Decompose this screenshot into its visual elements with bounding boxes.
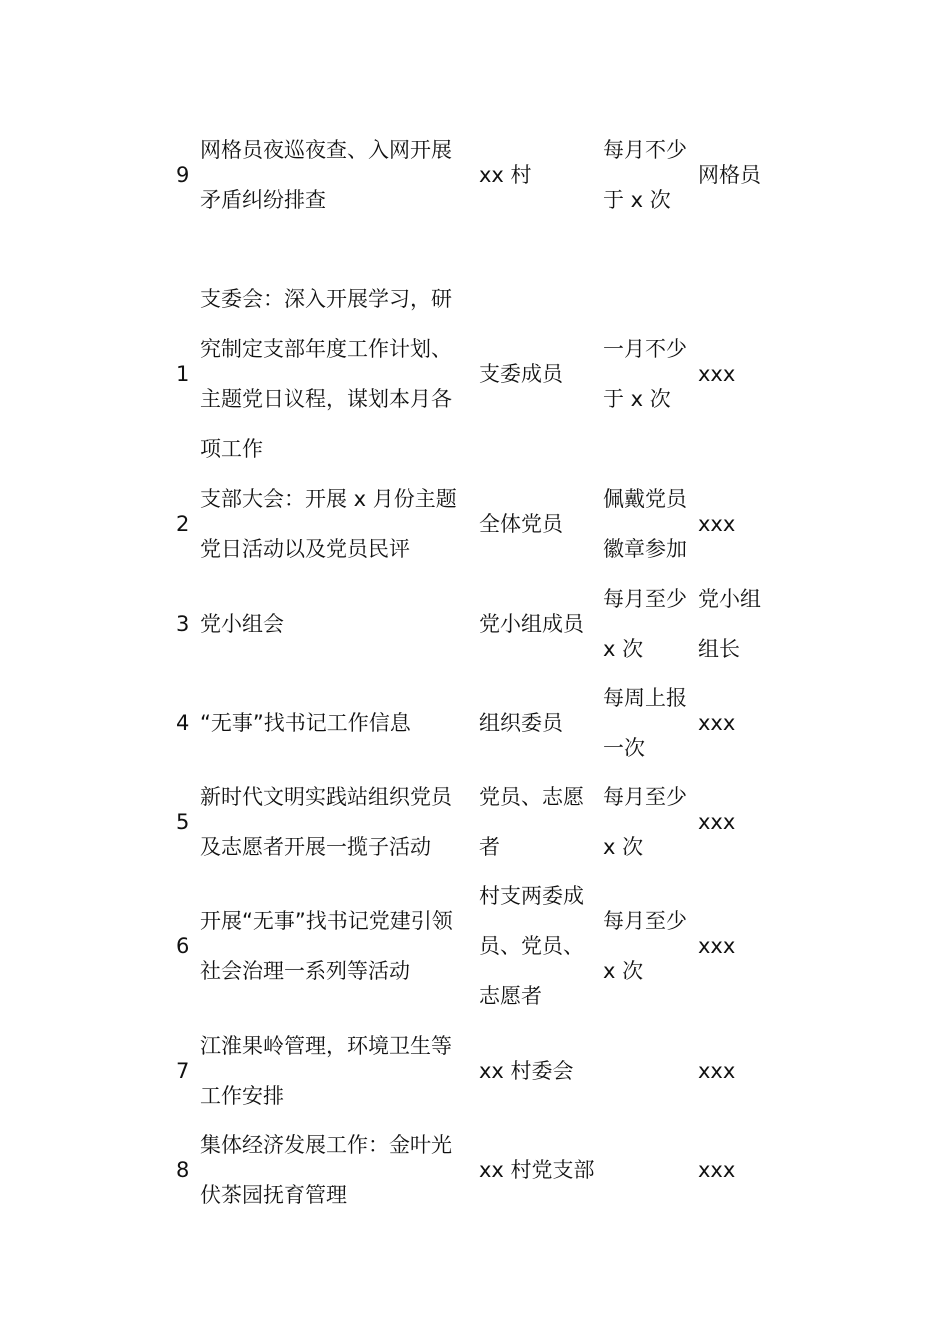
- table-row: [0, 772, 950, 872]
- frequency-text: x 次: [603, 835, 644, 859]
- participant-text: 志愿者: [479, 984, 542, 1008]
- frequency-text: 于 x 次: [603, 188, 671, 212]
- frequency-text: x 次: [603, 637, 644, 661]
- responsible-cell: [698, 871, 788, 1021]
- participant-cell: [479, 1120, 601, 1220]
- task-cell: [200, 274, 475, 474]
- table-row: [0, 1120, 950, 1220]
- responsible-cell: [698, 772, 788, 872]
- frequency-cell: [603, 673, 697, 773]
- row-number: 3: [176, 612, 190, 636]
- participant-cell: [479, 574, 601, 674]
- responsible-text: xxx: [698, 711, 736, 735]
- row-number: 1: [176, 362, 190, 386]
- table-row: [0, 673, 950, 773]
- frequency-cell: [603, 1021, 697, 1121]
- task-cell: [200, 125, 475, 225]
- task-cell: [200, 474, 475, 574]
- frequency-text: 一月不少: [603, 337, 687, 361]
- row-number: 5: [176, 810, 190, 834]
- responsible-text: xxx: [698, 1158, 736, 1182]
- row-number-cell: [176, 574, 198, 674]
- frequency-text: 佩戴党员: [603, 487, 687, 511]
- table-row: [0, 125, 950, 225]
- participant-cell: [479, 125, 601, 225]
- task-cell: [200, 673, 475, 773]
- frequency-cell: [603, 871, 697, 1021]
- frequency-text: 每月至少: [603, 785, 687, 809]
- participant-cell: [479, 474, 601, 574]
- frequency-text: 每周上报: [603, 686, 687, 710]
- row-number-cell: [176, 274, 198, 474]
- task-text: 工作安排: [200, 1084, 284, 1108]
- task-text: 社会治理一系列等活动: [200, 959, 410, 983]
- table-row: [0, 274, 950, 474]
- frequency-cell: [603, 772, 697, 872]
- frequency-text: 徽章参加: [603, 537, 687, 561]
- task-cell: [200, 871, 475, 1021]
- row-number: 7: [176, 1059, 190, 1083]
- responsible-text: xxx: [698, 362, 736, 386]
- responsible-cell: [698, 1021, 788, 1121]
- responsible-text: 党小组: [698, 587, 761, 611]
- table-row: [0, 871, 950, 1021]
- task-text: 支部大会：开展 x 月份主题: [200, 487, 457, 511]
- frequency-cell: [603, 474, 697, 574]
- responsible-text: xxx: [698, 810, 736, 834]
- responsible-cell: [698, 673, 788, 773]
- responsible-cell: [698, 125, 788, 225]
- row-number-cell: [176, 125, 198, 225]
- table-row: [0, 474, 950, 574]
- frequency-text: 于 x 次: [603, 387, 671, 411]
- responsible-cell: [698, 1120, 788, 1220]
- frequency-text: 每月不少: [603, 138, 687, 162]
- participant-text: 党小组成员: [479, 612, 584, 636]
- participant-cell: [479, 274, 601, 474]
- row-number: 6: [176, 934, 190, 958]
- responsible-text: xxx: [698, 512, 736, 536]
- frequency-text: x 次: [603, 959, 644, 983]
- row-number: 4: [176, 711, 190, 735]
- row-number: 2: [176, 512, 190, 536]
- row-number-cell: [176, 871, 198, 1021]
- participant-text: xx 村党支部: [479, 1158, 595, 1182]
- participant-text: xx 村委会: [479, 1059, 574, 1083]
- task-text: 党日活动以及党员民评: [200, 537, 410, 561]
- task-cell: [200, 772, 475, 872]
- task-text: 主题党日议程，谋划本月各: [200, 387, 452, 411]
- task-cell: [200, 1021, 475, 1121]
- task-text: 新时代文明实践站组织党员: [200, 785, 452, 809]
- responsible-text: xxx: [698, 1059, 736, 1083]
- frequency-cell: [603, 574, 697, 674]
- participant-text: 党员、志愿: [479, 785, 584, 809]
- task-text: 究制定支部年度工作计划、: [200, 337, 452, 361]
- frequency-text: 每月至少: [603, 909, 687, 933]
- row-number-cell: [176, 474, 198, 574]
- row-number: 8: [176, 1158, 190, 1182]
- responsible-text: 网格员: [698, 163, 761, 187]
- task-text: “无事”找书记工作信息: [200, 711, 411, 735]
- participant-text: 者: [479, 835, 500, 859]
- participant-text: 村支两委成: [479, 884, 584, 908]
- task-text: 矛盾纠纷排查: [200, 188, 326, 212]
- task-text: 网格员夜巡夜查、入网开展: [200, 138, 452, 162]
- responsible-text: 组长: [698, 637, 740, 661]
- responsible-cell: [698, 474, 788, 574]
- task-text: 江淮果岭管理，环境卫生等: [200, 1034, 452, 1058]
- frequency-text: 一次: [603, 736, 645, 760]
- participant-text: 员、党员、: [479, 934, 584, 958]
- participant-text: 支委成员: [479, 362, 563, 386]
- frequency-text: 每月至少: [603, 587, 687, 611]
- table-row: [0, 574, 950, 674]
- participant-cell: [479, 772, 601, 872]
- responsible-text: xxx: [698, 934, 736, 958]
- task-text: 伏茶园抚育管理: [200, 1183, 347, 1207]
- participant-text: xx 村: [479, 163, 532, 187]
- task-text: 集体经济发展工作：金叶光: [200, 1133, 452, 1157]
- row-number-cell: [176, 772, 198, 872]
- row-number-cell: [176, 673, 198, 773]
- task-cell: [200, 574, 475, 674]
- participant-text: 全体党员: [479, 512, 563, 536]
- participant-text: 组织委员: [479, 711, 563, 735]
- frequency-cell: [603, 274, 697, 474]
- table-row: [0, 1021, 950, 1121]
- row-number-cell: [176, 1021, 198, 1121]
- task-text: 党小组会: [200, 612, 284, 636]
- participant-cell: [479, 673, 601, 773]
- row-number: 9: [176, 163, 190, 187]
- task-text: 及志愿者开展一揽子活动: [200, 835, 431, 859]
- frequency-cell: [603, 1120, 697, 1220]
- responsible-cell: [698, 574, 788, 674]
- participant-cell: [479, 1021, 601, 1121]
- task-text: 支委会：深入开展学习，研: [200, 287, 452, 311]
- task-text: 开展“无事”找书记党建引领: [200, 909, 453, 933]
- frequency-cell: [603, 125, 697, 225]
- row-number-cell: [176, 1120, 198, 1220]
- task-text: 项工作: [200, 437, 263, 461]
- participant-cell: [479, 871, 601, 1021]
- task-cell: [200, 1120, 475, 1220]
- responsible-cell: [698, 274, 788, 474]
